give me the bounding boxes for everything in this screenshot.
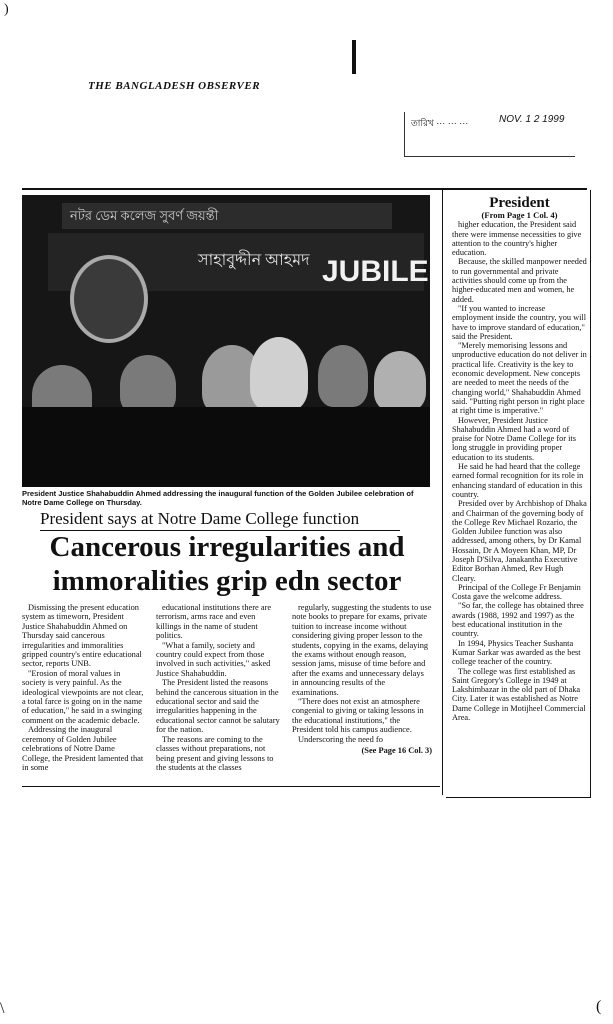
paragraph: The President listed the reasons behind the cancerous situation in the educational sector and said the irregularities happening in the educational sector cannot be salutary for the nation. [156,678,280,735]
paragraph: "Merely memorising lessons and unproductive education do not deliver in practical life. Creativity is the key to economic development. New concepts are needed to meet the needs of the changing world," Shahabuddin Ahmed said. "Putting right person in right place at right time is imperative." [452,341,587,416]
page-marker [352,40,356,74]
paragraph: "If you wanted to increase employment inside the country, you will have to improve standard of education," said the President. [452,303,587,341]
article-top-rule [22,188,587,190]
person-figure [250,337,308,411]
person-figure [374,351,426,411]
photo-banner-top: নটর ডেম কলেজ সুবর্ণ জয়ন্তী [62,203,392,229]
paragraph: regularly, suggesting the students to use note books to prepare for exams, private tuition to increase income without considering giving proper lesson to the students, copying in the exams, delaying the exams without enough reason, session jams, misuse of time before and after the exams and unnecessary delays in announcing results of the examinations. [292,603,432,697]
paragraph: Addressing the inaugural ceremony of Golden Jubilee celebrations of Notre Dame College, the President lamented that in some [22,725,144,772]
paragraph: "There does not exist an atmosphere congenial to giving or taking lessons in the educational institutions," the President told his campus audience. [292,697,424,735]
paragraph: He said he had heard that the college earned formal recognition for its role in enhancing standard of education in this country. [452,462,584,499]
clipping-edge-right [590,190,591,798]
event-photo [22,195,430,487]
stamp-date: NOV. 1 2 1999 [499,114,565,125]
paragraph: The college was first established as Saint Gregory's College in 1949 at Lakshimbazar in the old part of Dhaka City. Later it was established as Notre Dame College in Motijheel Commercial Area. [452,666,586,723]
paragraph: "So far, the college has obtained three awards (1988, 1992 and 1997) as the best educational institution in the country. [452,601,584,639]
paragraph: Dismissing the present education system as timeworn, President Justice Shahabuddin Ahmed on Thursday said cancerous irregularities and immoralities gripped country's entire educational sector, reports UNB. [22,603,142,669]
paragraph: In 1994, Physics Teacher Sushanta Kumar Sarkar was awarded as the best college teacher of the country. [452,638,581,667]
person-figure [120,355,176,415]
stamp-label: তারিখ ··· ··· ··· [411,118,469,128]
college-emblem [70,255,148,343]
headline: Cancerous irregularities and immoralities grip edn sector [49,531,405,597]
corner-mark-icon: ) [4,2,9,17]
article-column-1 [22,603,144,772]
head-table [22,407,430,487]
paragraph: "What a family, society and country could expect from those involved in such activities," asked Justice Shahabuddin. [156,640,271,678]
paragraph: Principal of the College Fr Benjamin Costa gave the welcome address. [452,582,581,602]
article-bottom-rule [22,786,440,787]
photo-banner-word: JUBILE [322,255,429,288]
paragraph: "Erosion of moral values in society is very painful. As the ideological viewpoints are not clear, a total farce is going on in the name of education," he said in a swinging comment on the academic debacle. [22,668,144,725]
bottom-corner-mark-icon: ( [596,998,602,1015]
paragraph: Because, the skilled manpower needed to run governmental and private activities should come up from the higher-educated men and women, he added. [452,257,587,304]
article-column-2 [156,603,282,772]
continuation-from: (From Page 1 Col. 4) [481,210,558,220]
article-column-3 [292,603,432,756]
clipping-date-stamp [404,112,575,157]
continuation-heading: President [489,195,550,211]
paragraph: higher education, the President said there were immense necessities to give attention to the country's higher education. [452,220,582,258]
paragraph: Underscoring the need fo [298,734,383,744]
jump-line: (See Page 16 Col. 3) [361,746,432,756]
photo-caption: President Justice Shahabuddin Ahmed addressing the inaugural function of the Golden Jubilee celebration of Notre Dame College on Thursday. [22,489,414,507]
paragraph: educational institutions there are terrorism, arms race and even killings in the name of student politics. [156,603,272,641]
kicker: President says at Notre Dame College function [40,508,400,531]
masthead: THE BANGLADESH OBSERVER [88,80,261,92]
column-divider [442,190,443,795]
continuation-column [452,195,587,722]
bottom-corner-mark-icon: \ [0,1000,5,1017]
paragraph: Presided over by Archbishop of Dhaka and Chairman of the governing body of the College Rev Michael Rozario, the Golden Jubilee function was also addressed, among others, by Dr Kamal Hossain, Dr A Moyeen Khan, MP, Dr Joseph D'Silva, Janakantha Executive Editor Borhan Ahmed, Rev Hugh Cleary. [452,499,587,583]
clipping-edge-bottom [446,797,591,798]
paragraph: The reasons are coming to the classes without preparations, not being present and giving lessons to the students at the classes [156,734,274,772]
photo-banner-name: সাহাবুদ্দীন আহমদ [48,233,424,291]
paragraph: However, President Justice Shahabuddin Ahmed had a word of praise for Notre Dame College for its long struggle in providing proper education to its students. [452,415,576,462]
person-figure [318,345,368,407]
